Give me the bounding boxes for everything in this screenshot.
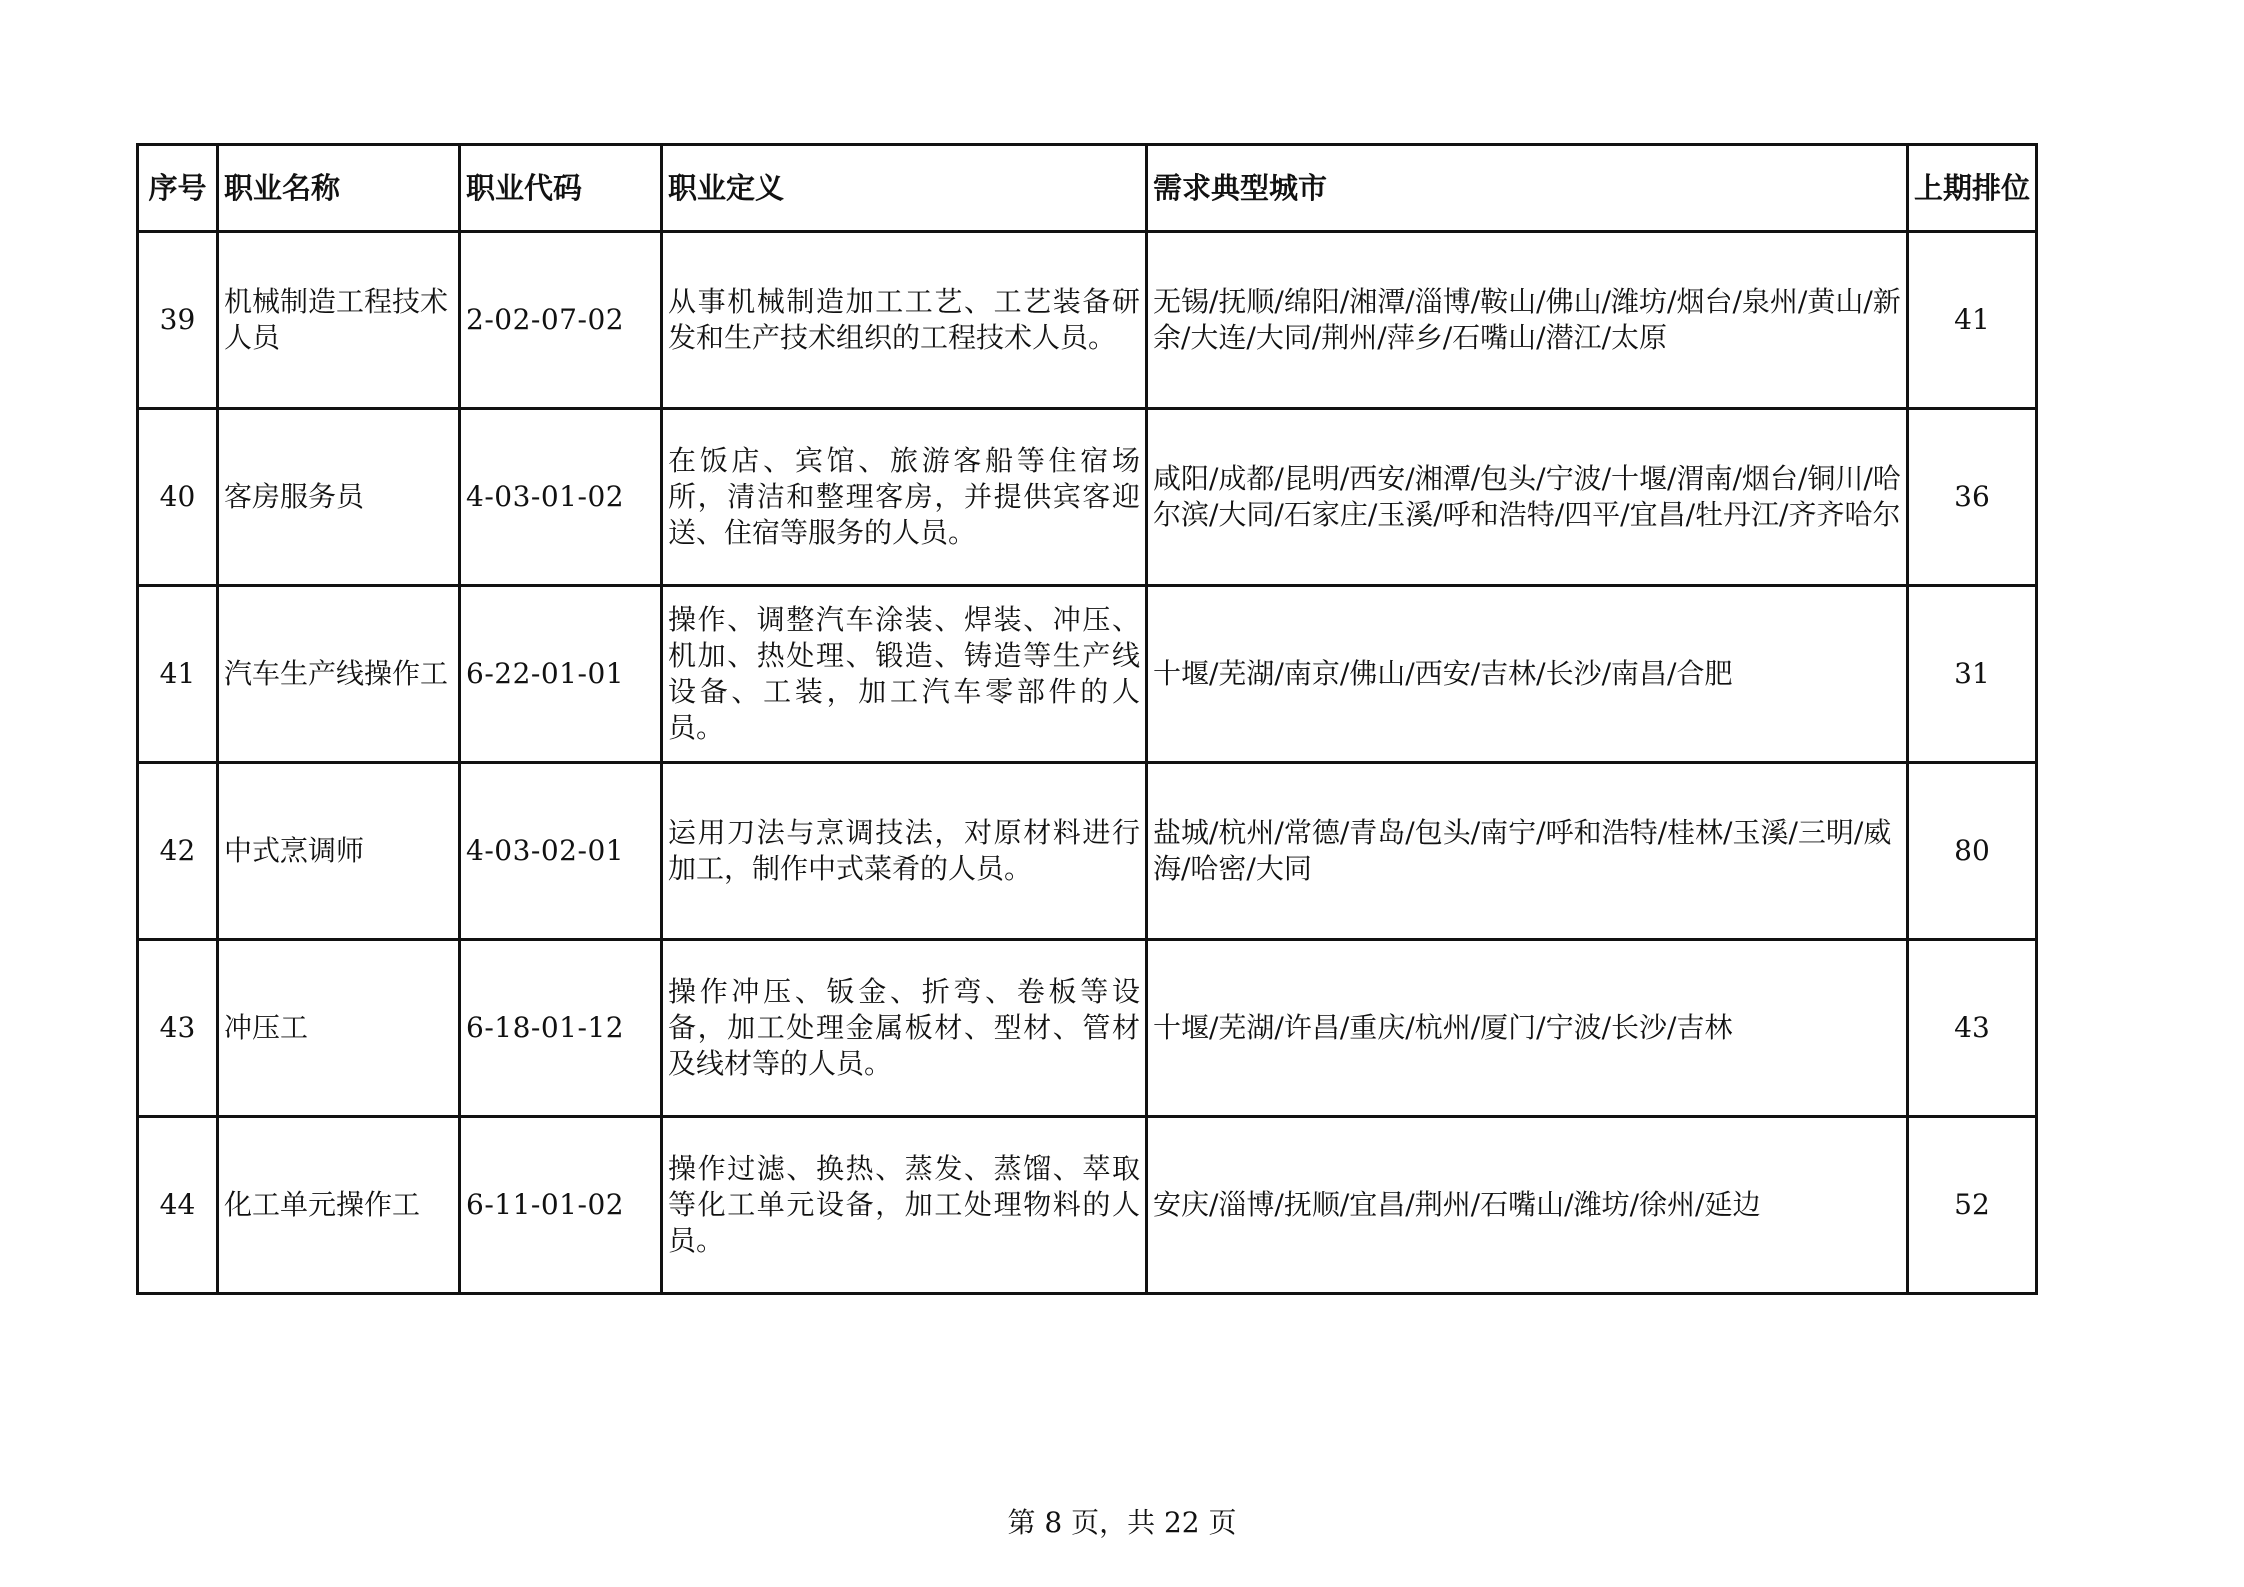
cell-occupation-code: 6-22-01-01: [460, 586, 662, 763]
cell-occupation-name: 化工单元操作工: [218, 1117, 460, 1294]
cell-previous-rank: 52: [1908, 1117, 2037, 1294]
cell-seq: 41: [138, 586, 218, 763]
cell-seq: 43: [138, 940, 218, 1117]
table-row: [138, 409, 2037, 586]
header-occupation-code: 职业代码: [460, 145, 662, 232]
cell-occupation-code: 4-03-02-01: [460, 763, 662, 940]
cell-demand-cities: 十堰/芜湖/南京/佛山/西安/吉林/长沙/南昌/合肥: [1147, 586, 1908, 763]
cell-occupation-definition: 操作过滤、换热、蒸发、蒸馏、萃取等化工单元设备，加工处理物料的人员。: [662, 1117, 1147, 1294]
cell-occupation-code: 4-03-01-02: [460, 409, 662, 586]
header-demand-cities: 需求典型城市: [1147, 145, 1908, 232]
table-row: [138, 1117, 2037, 1294]
cell-seq: 40: [138, 409, 218, 586]
header-seq: 序号: [138, 145, 218, 232]
cell-demand-cities: 安庆/淄博/抚顺/宜昌/荆州/石嘴山/潍坊/徐州/延边: [1147, 1117, 1908, 1294]
cell-demand-cities: 盐城/杭州/常德/青岛/包头/南宁/呼和浩特/桂林/玉溪/三明/威海/哈密/大同: [1147, 763, 1908, 940]
cell-occupation-code: 6-18-01-12: [460, 940, 662, 1117]
cell-seq: 39: [138, 232, 218, 409]
cell-previous-rank: 80: [1908, 763, 2037, 940]
cell-occupation-definition: 操作、调整汽车涂装、焊装、冲压、机加、热处理、锻造、铸造等生产线设备、工装，加工汽车零部件的人员。: [662, 586, 1147, 763]
page-number-footer: 第 8 页，共 22 页: [1007, 1506, 1237, 1539]
cell-occupation-definition: 在饭店、宾馆、旅游客船等住宿场所，清洁和整理客房，并提供宾客迎送、住宿等服务的人员。: [662, 409, 1147, 586]
cell-previous-rank: 43: [1908, 940, 2037, 1117]
cell-occupation-name: 机械制造工程技术人员: [218, 232, 460, 409]
cell-demand-cities: 无锡/抚顺/绵阳/湘潭/淄博/鞍山/佛山/潍坊/烟台/泉州/黄山/新余/大连/大同/荆州/萍乡/石嘴山/潜江/太原: [1147, 232, 1908, 409]
header-occupation-name: 职业名称: [218, 145, 460, 232]
cell-demand-cities: 十堰/芜湖/许昌/重庆/杭州/厦门/宁波/长沙/吉林: [1147, 940, 1908, 1117]
cell-occupation-definition: 从事机械制造加工工艺、工艺装备研发和生产技术组织的工程技术人员。: [662, 232, 1147, 409]
table-row: [138, 232, 2037, 409]
cell-occupation-definition: 操作冲压、钣金、折弯、卷板等设备，加工处理金属板材、型材、管材及线材等的人员。: [662, 940, 1147, 1117]
cell-occupation-code: 6-11-01-02: [460, 1117, 662, 1294]
occupation-table: [136, 143, 2038, 1295]
cell-seq: 42: [138, 763, 218, 940]
cell-occupation-name: 客房服务员: [218, 409, 460, 586]
cell-demand-cities: 咸阳/成都/昆明/西安/湘潭/包头/宁波/十堰/渭南/烟台/铜川/哈尔滨/大同/石家庄/玉溪/呼和浩特/四平/宜昌/牡丹江/齐齐哈尔: [1147, 409, 1908, 586]
cell-occupation-name: 冲压工: [218, 940, 460, 1117]
cell-occupation-name: 汽车生产线操作工: [218, 586, 460, 763]
table-row: [138, 586, 2037, 763]
cell-previous-rank: 36: [1908, 409, 2037, 586]
cell-seq: 44: [138, 1117, 218, 1294]
cell-occupation-definition: 运用刀法与烹调技法，对原材料进行加工，制作中式菜肴的人员。: [662, 763, 1147, 940]
table-row: [138, 940, 2037, 1117]
cell-previous-rank: 41: [1908, 232, 2037, 409]
header-previous-rank: 上期排位: [1908, 145, 2037, 232]
cell-occupation-code: 2-02-07-02: [460, 232, 662, 409]
table-row: [138, 763, 2037, 940]
table-header-row: [138, 145, 2037, 232]
cell-occupation-name: 中式烹调师: [218, 763, 460, 940]
header-occupation-definition: 职业定义: [662, 145, 1147, 232]
cell-previous-rank: 31: [1908, 586, 2037, 763]
